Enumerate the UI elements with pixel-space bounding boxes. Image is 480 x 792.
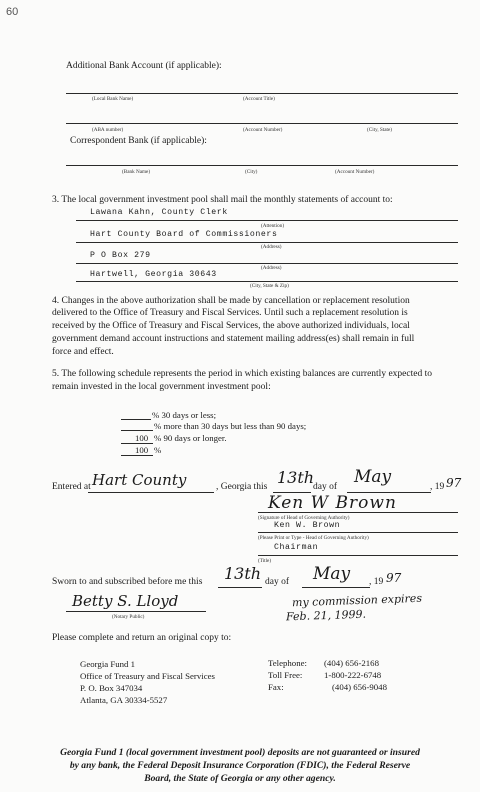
caption-city-state: (City, State): [367, 127, 393, 133]
caption-city: (City): [245, 169, 258, 175]
title-line: [258, 555, 458, 556]
item4-line3: received by the Office of Treasury and Fiscal Services, the above authorized individuals, local: [52, 321, 410, 331]
printed-name-line: [258, 532, 458, 533]
address-line1: Georgia Fund 1: [80, 659, 136, 669]
item5-line2: remain invested in the local government investment pool:: [52, 382, 271, 392]
item4-line1: 4. Changes in the above authorization shall be made by cancellation or replacement resolution: [52, 296, 410, 306]
item4-line4: government demand account instructions and statement mailing address(es) shall remain in full: [52, 334, 415, 344]
chairman-signature: Ken W Brown: [268, 493, 397, 513]
telephone-label: Telephone:: [268, 658, 307, 668]
caption-title: (Title): [258, 558, 272, 564]
caption-attention: (Attention): [261, 223, 285, 229]
commission-date-handwritten: Feb. 21, 1999.: [285, 607, 367, 624]
local-bank-line: [66, 93, 458, 94]
commission-expires-handwritten: my commission expires: [291, 591, 423, 610]
address-line2: Office of Treasury and Fiscal Services: [80, 671, 215, 681]
correspondent-bank-heading: Correspondent Bank (if applicable):: [70, 136, 207, 146]
caption-aba-number: (ABA number): [92, 127, 124, 133]
entered-year-prefix: , 19: [430, 482, 445, 492]
printed-name-value: Ken W. Brown: [274, 521, 341, 530]
caption-signature: (Signature of Head of Governing Authority): [258, 515, 350, 521]
schedule-blank-4: [121, 455, 153, 456]
attention-line: [76, 220, 458, 221]
aba-line: [66, 123, 458, 124]
item3-text: 3. The local government investment pool shall mail the monthly statements of account to:: [52, 195, 393, 205]
caption-account-title: (Account Title): [243, 96, 275, 102]
county-line: [88, 492, 214, 493]
georgia-this-label: , Georgia this: [216, 482, 268, 492]
caption-city-state-zip: (City, State & Zip): [250, 283, 289, 289]
correspondent-bank-line: [66, 165, 458, 166]
entered-at-label: Entered at: [52, 482, 91, 492]
schedule-blank-2: [121, 430, 153, 431]
item4-line5: force and effect.: [52, 347, 114, 357]
return-instructions: Please complete and return an original copy to:: [52, 633, 232, 643]
additional-bank-heading: Additional Bank Account (if applicable):: [66, 61, 222, 71]
item4-line2: delivered to the Office of Treasury and Fiscal Services. Until such a replacement resolution is: [52, 308, 408, 318]
signature-line: [258, 512, 458, 513]
schedule-row3-value: 100: [135, 433, 149, 443]
sworn-month-line: [302, 587, 370, 588]
entered-year-handwritten: 97: [446, 476, 462, 490]
address-line4: Atlanta, GA 30334-5527: [80, 695, 168, 705]
schedule-row4-value: 100: [135, 445, 149, 455]
schedule-row4-label: %: [154, 445, 162, 455]
caption-bank-name: (Bank Name): [122, 169, 151, 175]
caption-printed-name: (Please Print or Type - Head of Governing Authority): [258, 535, 369, 541]
address1-value: Hart County Board of Commissioners: [90, 230, 278, 239]
address2-value: P O Box 279: [90, 251, 151, 260]
notary-line: [66, 611, 206, 612]
address2-line: [76, 263, 458, 264]
schedule-row1-label: % 30 days or less;: [152, 410, 217, 420]
caption-notary-public: (Notary Public): [112, 614, 145, 620]
caption-address1: (Address): [261, 244, 282, 250]
title-value: Chairman: [274, 543, 319, 552]
attention-value: Lawana Kahn, County Clerk: [90, 208, 228, 217]
city-state-zip-line: [76, 281, 458, 282]
sworn-day-handwritten: 13th: [224, 564, 262, 583]
entered-month-handwritten: May: [354, 467, 392, 487]
item5-line1: 5. The following schedule represents the period in which existing balances are currently expected to: [52, 369, 432, 379]
sworn-year-handwritten: 97: [386, 571, 402, 585]
page-number: 60: [6, 6, 19, 18]
fax-value: (404) 656-9048: [332, 682, 387, 692]
sworn-label: Sworn to and subscribed before me this: [52, 577, 203, 587]
caption-correspondent-account-number: (Account Number): [335, 169, 375, 175]
schedule-blank-3: [121, 443, 153, 444]
schedule-row2-label: % more than 30 days but less than 90 days;: [154, 421, 307, 431]
address-line3: P. O. Box 347034: [80, 683, 143, 693]
tollfree-value: 1-800-222-6748: [324, 670, 382, 680]
disclaimer-line1: Georgia Fund 1 (local government investment pool) deposits are not guaranteed or insured: [60, 747, 420, 758]
schedule-blank-1: [121, 419, 151, 420]
entered-day-of-label: day of: [313, 482, 338, 492]
notary-signature: Betty S. Lloyd: [72, 592, 179, 610]
fax-label: Fax:: [268, 682, 284, 692]
address1-line: [76, 242, 458, 243]
disclaimer-line2: by any bank, the Federal Deposit Insurance Corporation (FDIC), the Federal Reserve: [69, 760, 411, 771]
caption-account-number: (Account Number): [243, 127, 283, 133]
city-state-zip-value: Hartwell, Georgia 30643: [90, 270, 217, 279]
sworn-day-of-label: day of: [265, 577, 290, 587]
disclaimer-line3: Board, the State of Georgia or any other agency.: [144, 773, 336, 784]
sworn-month-handwritten: May: [313, 564, 351, 584]
caption-address2: (Address): [261, 265, 282, 271]
sworn-year-prefix: , 19: [369, 577, 384, 587]
entered-day-handwritten: 13th: [277, 468, 315, 487]
caption-local-bank-name: (Local Bank Name): [92, 96, 134, 102]
county-handwritten: Hart County: [92, 471, 187, 489]
tollfree-label: Toll Free:: [268, 670, 303, 680]
telephone-value: (404) 656-2168: [324, 658, 379, 668]
schedule-row3-label: % 90 days or longer.: [154, 433, 227, 443]
sworn-day-line: [218, 587, 262, 588]
